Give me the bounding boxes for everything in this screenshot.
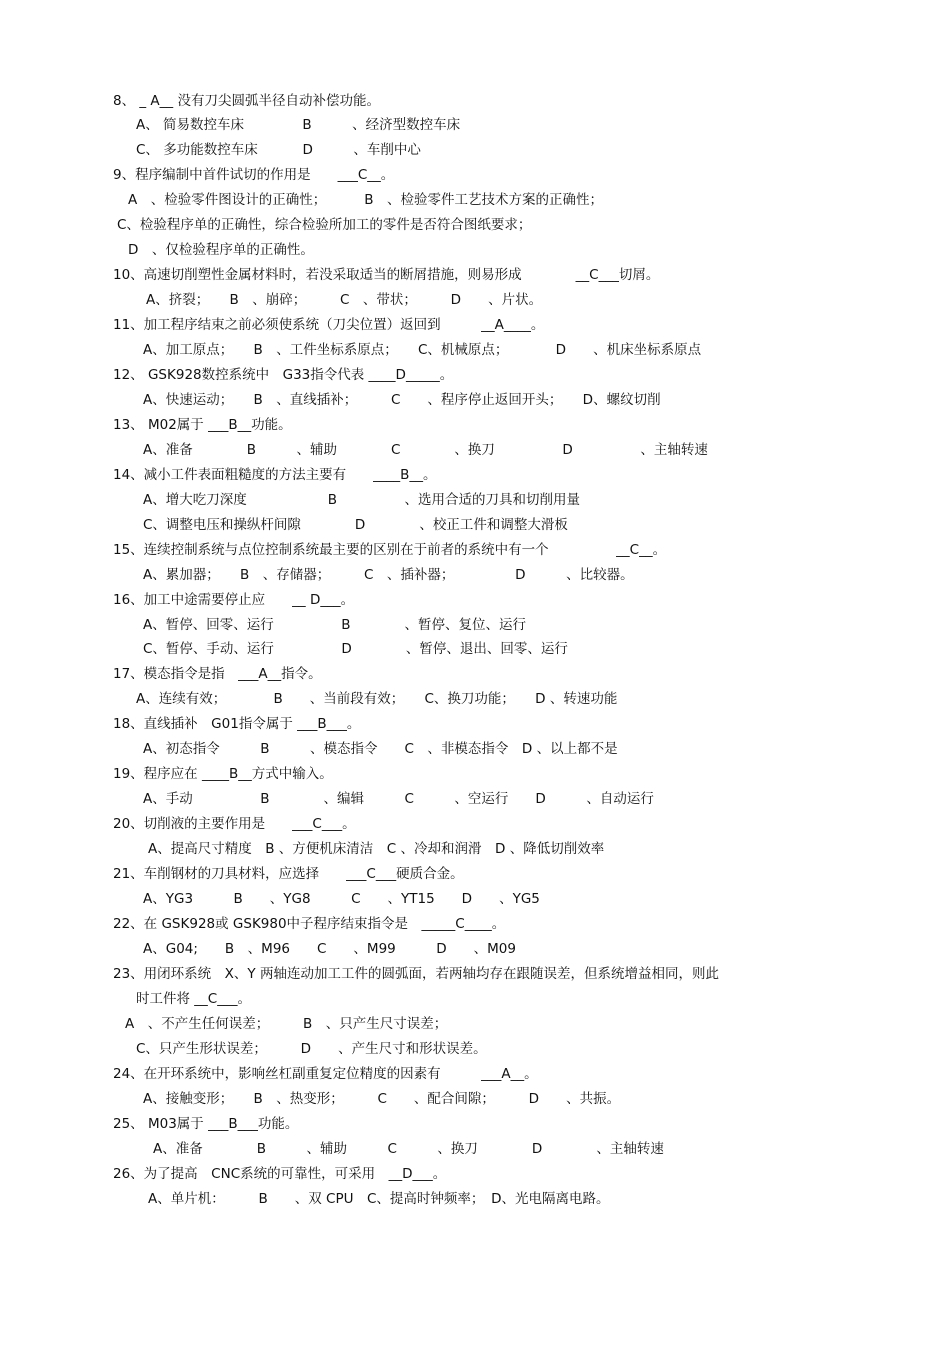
q19-options: A、手动 B 、编辑 C 、空运行 D 、自动运行: [143, 791, 654, 807]
q21-text: 21、车削钢材的刀具材料，应选择 ___C___硬质合金。: [113, 866, 464, 882]
q24-text: 24、在开环系统中，影响丝杠副重复定位精度的因素有 ___A__。: [113, 1066, 538, 1082]
q8-options-cd: C、 多功能数控车床 D 、车削中心: [136, 142, 421, 158]
q9-text: 9、程序编制中首件试切的作用是 ___C__。: [113, 167, 395, 183]
q25-options: A、准备 B 、辅助 C 、换刀 D 、主轴转速: [153, 1141, 664, 1157]
q14-options-cd: C、调整电压和操纵杆间隙 D 、校正工件和调整大滑板: [143, 517, 568, 533]
q26-text: 26、为了提高 CNC系统的可靠性，可采用 __D___。: [113, 1166, 447, 1182]
q15-options: A、累加器； B 、存储器； C 、插补器； D 、比较器。: [143, 567, 634, 583]
q20-text: 20、切削液的主要作用是 ___C___。: [113, 816, 356, 832]
q16-options-cd: C、暂停、手动、运行 D 、暂停、退出、回零、运行: [143, 641, 568, 657]
q23-options-ab: A 、不产生任何误差； B 、只产生尺寸误差；: [125, 1016, 448, 1032]
q14-options-ab: A、增大吃刀深度 B 、选用合适的刀具和切削用量: [143, 492, 580, 508]
q19-text: 19、程序应在 ____B__方式中输入。: [113, 766, 333, 782]
q8-text: 8、 _ A__ 没有刀尖圆弧半径自动补偿功能。: [113, 93, 380, 109]
q17-options: A、连续有效； B 、当前段有效； C、换刀功能； D 、转速功能: [136, 691, 618, 707]
q25-text: 25、 M03属于 ___B___功能。: [113, 1116, 299, 1132]
q10-text: 10、高速切削塑性金属材料时，若没采取适当的断屑措施，则易形成 __C___切屑。: [113, 267, 660, 283]
q16-options-ab: A、暂停、回零、运行 B 、暂停、复位、运行: [143, 617, 526, 633]
q13-options: A、准备 B 、辅助 C 、换刀 D 、主轴转速: [143, 442, 708, 458]
q18-options: A、初态指令 B 、模态指令 C 、非模态指令 D 、以上都不是: [143, 741, 618, 757]
q13-text: 13、 M02属于 ___B__功能。: [113, 417, 292, 433]
q10-options: A、挤裂； B 、崩碎； C 、带状； D 、片状。: [146, 292, 543, 308]
q22-text: 22、在 GSK928或 GSK980中子程序结束指令是 _____C____。: [113, 916, 506, 932]
q8-options-ab: A、 简易数控车床 B 、经济型数控车床: [136, 117, 461, 133]
q23-text: 23、用闭环系统 X、Y 两轴连动加工工件的圆弧面，若两轴均存在跟随误差，但系统增益相同，则此: [113, 966, 719, 982]
q24-options: A、接触变形； B 、热变形； C 、配合间隙； D 、共振。: [143, 1091, 621, 1107]
q16-text: 16、加工中途需要停止应 __ D___。: [113, 592, 355, 608]
q11-text: 11、加工程序结束之前必须使系统（刀尖位置）返回到 __A____。: [113, 317, 545, 333]
q12-text: 12、 GSK928数控系统中 G33指令代表 ____D_____。: [113, 367, 454, 383]
q9-options-ab: A 、检验零件图设计的正确性； B 、检验零件工艺技术方案的正确性；: [128, 192, 604, 208]
q23-options-cd: C、只产生形状误差； D 、产生尺寸和形状误差。: [136, 1041, 487, 1057]
q9-option-c: C、检验程序单的正确性，综合检验所加工的零件是否符合图纸要求；: [117, 217, 532, 233]
q23-text-cont: 时工件将 __C___。: [136, 991, 251, 1007]
q18-text: 18、直线插补 G01指令属于 ___B___。: [113, 716, 361, 732]
q9-option-d: D 、仅检验程序单的正确性。: [128, 242, 314, 258]
q12-options: A、快速运动； B 、直线插补； C 、程序停止返回开头； D、螺纹切削: [143, 392, 661, 408]
q17-text: 17、模态指令是指 ___A__指令。: [113, 666, 322, 682]
q22-options: A、G04; B 、M96 C 、M99 D 、M09: [143, 941, 516, 957]
q21-options: A、YG3 B 、YG8 C 、YT15 D 、YG5: [143, 891, 540, 907]
q11-options: A、加工原点； B 、工件坐标系原点； C、机械原点； D 、机床坐标系原点: [143, 342, 702, 358]
q15-text: 15、连续控制系统与点位控制系统最主要的区别在于前者的系统中有一个 __C__。: [113, 542, 667, 558]
q14-text: 14、减小工件表面粗糙度的方法主要有 ____B__。: [113, 467, 437, 483]
q20-options: A、提高尺寸精度 B 、方便机床清洁 C 、冷却和润滑 D 、降低切削效率: [148, 841, 605, 857]
q26-options: A、单片机： B 、双 CPU C、提高时钟频率； D、光电隔离电路。: [148, 1191, 610, 1207]
